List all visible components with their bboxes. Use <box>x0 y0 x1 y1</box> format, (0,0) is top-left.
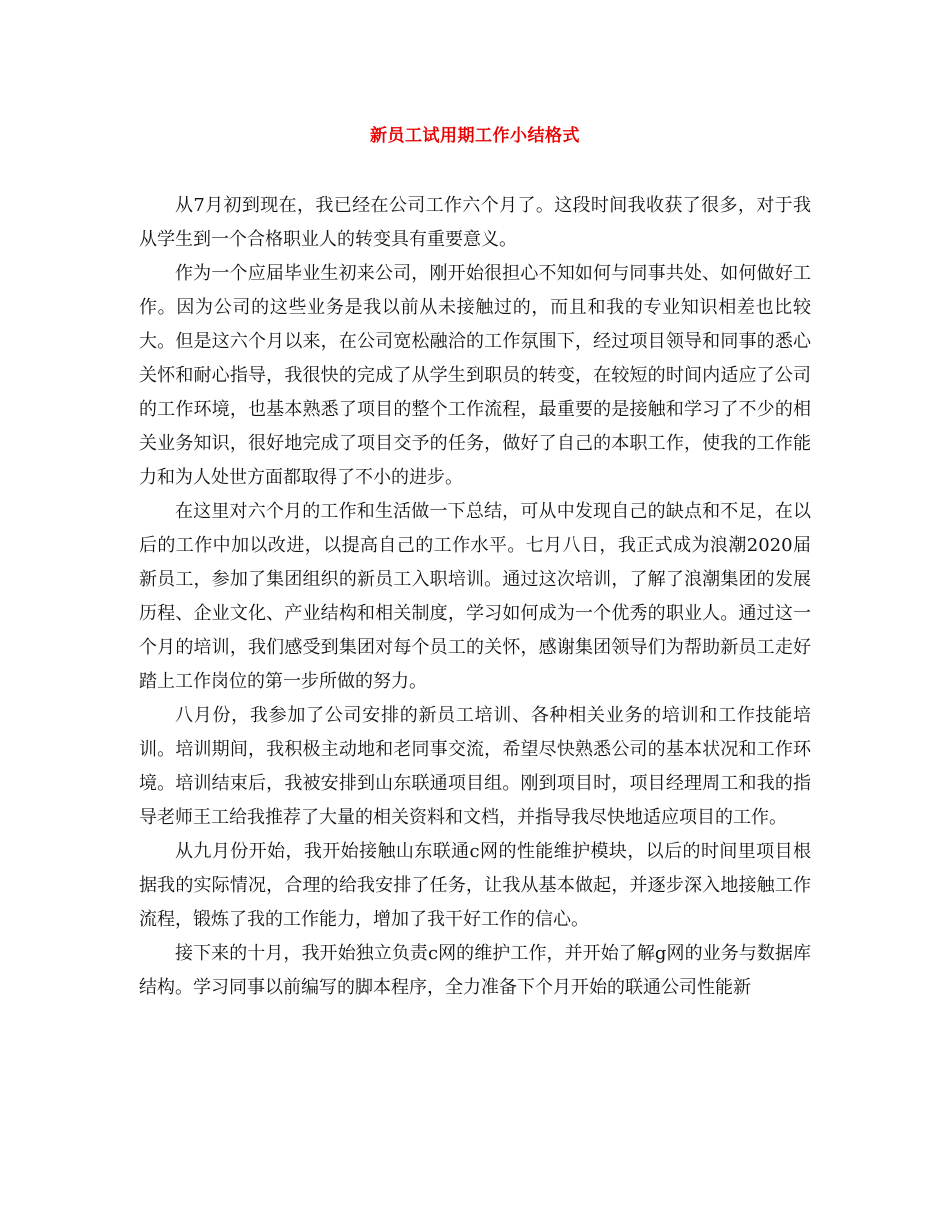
paragraph: 八月份，我参加了公司安排的新员工培训、各种相关业务的培训和工作技能培训。培训期间，我积极主动地和老同事交流，希望尽快熟悉公司的基本状况和工作环境。培训结束后，我被安排到山东联通项目组。刚到项目时，项目经理周工和我的指导老师王工给我推荐了大量的相关资料和文档，并指导我尽快地适应项目的工作。 <box>139 705 811 828</box>
paragraph: 作为一个应届毕业生初来公司，刚开始很担心不知如何与同事共处、如何做好工作。因为公司的这些业务是我以前从未接触过的，而且和我的专业知识相差也比较大。但是这六个月以来，在公司宽松融洽的工作氛围下，经过项目领导和同事的悉心关怀和耐心指导，我很快的完成了从学生到职员的转变，在较短的时间内适应了公司的工作环境，也基本熟悉了项目的整个工作流程，最重要的是接触和学习了不少的相关业务知识，很好地完成了项目交予的任务，做好了自己的本职工作，使我的工作能力和为人处世方面都取得了不小的进步。 <box>139 263 811 488</box>
document-body <box>139 189 811 1005</box>
paragraph: 从九月份开始，我开始接触山东联通c网的性能维护模块，以后的时间里项目根据我的实际情况，合理的给我安排了任务，让我从基本做起，并逐步深入地接触工作流程，锻炼了我的工作能力，增加了我干好工作的信心。 <box>139 841 811 930</box>
document-title: 新员工试用期工作小结格式 <box>370 126 580 146</box>
paragraph: 在这里对六个月的工作和生活做一下总结，可从中发现自己的缺点和不足，在以后的工作中加以改进，以提高自己的工作水平。七月八日，我正式成为浪潮2020届新员工，参加了集团组织的新员工入职培训。通过这次培训，了解了浪潮集团的发展历程、企业文化、产业结构和相关制度，学习如何成为一个优秀的职业人。通过这一个月的培训，我们感受到集团对每个员工的关怀，感谢集团领导们为帮助新员工走好踏上工作岗位的第一步所做的努力。 <box>139 501 811 692</box>
paragraph: 从7月初到现在，我已经在公司工作六个月了。这段时间我收获了很多，对于我从学生到一个合格职业人的转变具有重要意义。 <box>139 195 811 250</box>
paragraph: 接下来的十月，我开始独立负责c网的维护工作，并开始了解g网的业务与数据库结构。学习同事以前编写的脚本程序，全力准备下个月开始的联通公司性能新 <box>139 943 811 998</box>
